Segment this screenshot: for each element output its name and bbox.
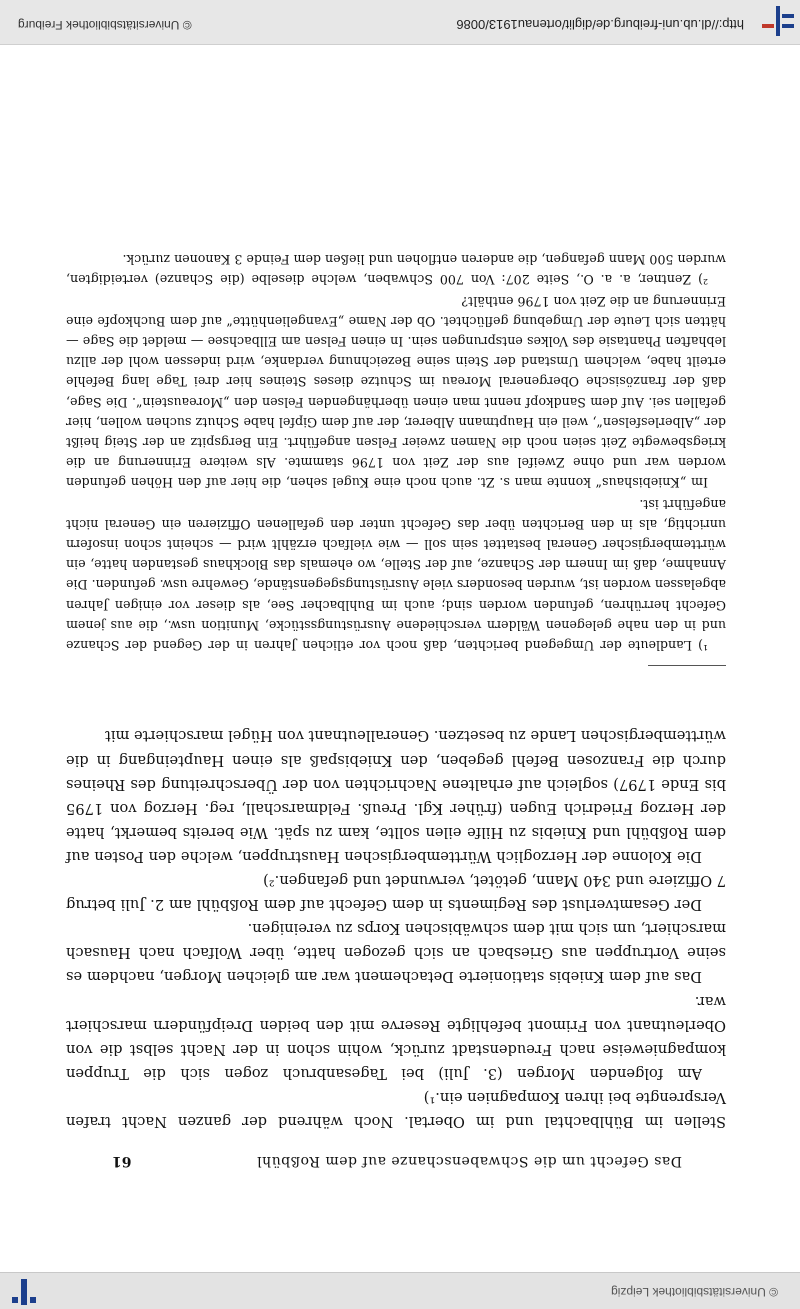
page-number: 61 [112, 1153, 132, 1169]
document-url[interactable]: http://dl.ub.uni-freiburg.de/diglit/ortenau1913/0086 [456, 17, 744, 32]
paragraph: Das auf dem Kniebis stationierte Detachement war am gleichen Morgen, nachdem es seine Vortruppen aus Griesbach an sich gezogen hatte, über Wolfach nach Hausach marschiert, um sich mit dem schwäbischen Korps zu vereinigen. [66, 920, 726, 986]
library-credit: © Universitätsbibliothek Leipzig [611, 1285, 778, 1299]
ub-freiburg-logo-icon [758, 4, 798, 38]
paragraph: Die Kolonne der Herzoglich Württembergischen Haustruppen, welche den Posten auf dem Roßbühl und Kniebis zu Hilfe eilen sollte, kam zu spät. Wie bereits bemerkt, hatte der Herzog Friedrich Eugen (früher Kgl. Preuß. Feldmarschall, reg. Herzog von 1795 bis Ende 1797) sogleich auf erhaltene Nachrichten von der Überschreitung des Rheines durch die Franzosen Befehl gegeben, den Kniebispaß als einen Haupteingang in die württembergischen Lande zu besetzen. Generalleutnant von Hügel marschierte mit [66, 727, 726, 865]
paragraph: Am folgenden Morgen (3. Juli) bei Tagesanbruch zogen sich die Truppen kompagnieweise nach Freudenstadt zurück, wohin schon in der Nacht selbst die von Oberleutnant von Frimont befehligte Reserve mit den beiden Dreipfündern marschiert war. [66, 992, 726, 1082]
paragraph: Der Gesamtverlust des Regiments in dem Gefecht auf dem Roßbühl am 2. Juli betrug 7 Offiziere und 340 Mann, getötet, verwundet und gefangen.²) [66, 872, 726, 914]
library-logo-icon [6, 1277, 42, 1307]
running-title: Das Gefecht um die Schwabenschanze auf dem Roßbühl [256, 1153, 682, 1169]
footnote: ¹) Landleute der Umgegend berichten, daß noch vor etlichen Jahren in der Gegend der Schanze und in den nahe gelegenen Wäldern verschiedene Ausrüstungsstücke, Munition usw., die aus jenem Gefecht herrühren, gefunden worden sind; auch im Buhlbacher See, als dieser vor einigen Jahren abgelassen worden ist, wurden besonders viele Ausrüstungsgegenstände, Gewehre usw. gefunden. Die Annahme, daß im Innern der Schanze, auf der Stelle, wo ehemals das Blockhaus gestanden hatte, ein württembergischer General bestattet sein soll — wie vielfach erzählt wird — scheint schon insofern unrichtig, als in den Berichten über das Gefecht unter den gefallenen Offizieren ein General nicht angeführt ist. [66, 496, 726, 653]
footnote: ²) Zentner, a. a. O., Seite 207: Von 700 Schwaben, welche dieselbe (die Schanze) verteidigten, wurden 500 Mann gefangen, die anderen entflohen und ließen dem Feinde 3 Kanonen zurück. [66, 252, 726, 288]
viewer-top-bar [0, 1272, 800, 1309]
viewer-bottom-bar [0, 0, 800, 45]
copyright-notice: © Universitätsbibliothek Freiburg [18, 18, 192, 32]
footnotes [66, 248, 726, 655]
footnote-divider [648, 665, 726, 666]
footnote: Im „Kniebishaus“ konnte man s. Zt. auch noch eine Kugel sehen, die hier auf den Höhen gefunden worden war und ohne Zweifel aus der Zeit von 1796 stammte. Als weitere Erinnerung an die kriegsbewegte Zeit seien noch die Namen zweier Felsen angeführt. Ein Bergspitz an der Steig heißt der „Alberlesfelsen“, weil ein Hauptmann Alberer, der auf dem Gipfel habe Schutz suchen wollen, hier gefallen sei. Auf dem Sandkopf nennt man einen überhängenden Felsen den „Moreaustein“. Die Sage, daß der französische Obergeneral Moreau im Schutze dieses Steines hier drei Tage lang Befehle erteilt habe, welchem Umstand der Stein seine Bezeichnung verdanke, wird indessen wohl der allzu lebhaften Phantasie des Volkes entsprungen sein. In einen Felsen am Ellbachsee — meldet die Sage — hätten sich Leute der Umgebung geflüchtet. Ob der Name „Evangelienhütte“ auf dem Buchkopfe eine Erinnerung an die Zeit von 1796 enthält? [66, 293, 726, 491]
paragraph: Stellen im Bühlbachtal und im Obertal. Noch während der ganzen Nacht trafen Versprengte bei ihren Kompagnien ein.¹) [66, 1088, 726, 1130]
body-text [66, 723, 726, 1133]
